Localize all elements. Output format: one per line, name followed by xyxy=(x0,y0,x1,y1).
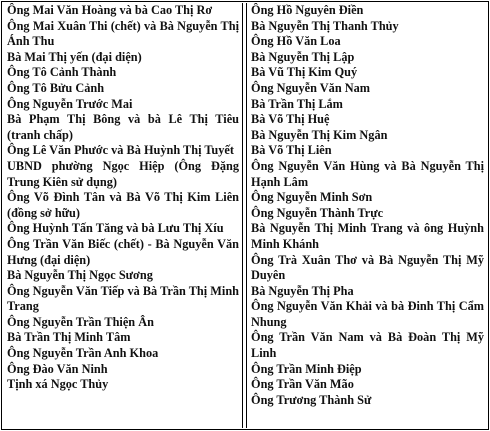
owner-entry: Ông Lê Văn Phước và Bà Huỳnh Thị Tuyết xyxy=(7,143,234,158)
owner-entry: Ông Mai Xuân Thi (chết) và Bà Nguyễn Thị Ánh Thu xyxy=(7,18,239,49)
owner-entry: Bà Mai Thị yến (đại diện) xyxy=(7,49,142,64)
owner-entry: Bà Trần Thị Minh Tâm xyxy=(7,330,131,345)
owner-entry: Ông Nguyễn Thành Trực xyxy=(251,205,384,220)
owner-entry: Ông Mai Văn Hoàng và bà Cao Thị Rơ xyxy=(7,3,213,17)
owner-entry: Bà Vũ Thị Kim Quý xyxy=(251,65,358,80)
owner-entry: Bà Võ Thị Liên xyxy=(251,143,332,158)
owner-entry: Ông Hồ Nguyên Điền xyxy=(251,3,364,17)
owner-entry: Bà Nguyễn Thị Minh Trang và ông Huỳnh Minh Khánh xyxy=(251,221,484,251)
owner-entry: Ông Nguyễn Văn Khải và bà Đinh Thị Cẩm Nhung xyxy=(251,299,484,329)
owner-entry: Ông Nguyễn Trước Mai xyxy=(7,96,133,111)
owner-entry: Ông Trần Văn Nam và Bà Đoàn Thị Mỹ Linh xyxy=(251,330,484,361)
owner-entry: Ông Nguyễn Minh Sơn xyxy=(251,190,373,205)
owner-entry: Bà Phạm Thị Bông và bà Lê Thị Tiêu (tranh chấp) xyxy=(7,112,239,142)
owner-entry: Ông Nguyễn Văn Nam xyxy=(251,80,371,95)
owner-entry: UBND phường Ngọc Hiệp (Ông Đặng Trung Kiên sử dụng) xyxy=(7,158,239,189)
owner-entry: Ông Hồ Văn Loa xyxy=(251,34,341,49)
owner-entry: Bà Nguyễn Thị Kim Ngân xyxy=(251,127,388,142)
owner-entry: Ông Nguyễn Văn Tiếp và Bà Trần Thị Minh Trang xyxy=(7,283,239,314)
owner-entry: Ông Đào Văn Ninh xyxy=(7,361,108,376)
right-column xyxy=(246,3,487,428)
owner-entry: Bà Nguyễn Thị Lập xyxy=(251,49,355,64)
owner-entry: Bà Nguyễn Thị Thanh Thủy xyxy=(251,18,399,33)
owner-entry: Ông Trần Minh Điệp xyxy=(251,361,362,376)
owner-entry: Ông Nguyễn Trần Thiện Ân xyxy=(7,314,154,329)
owner-entry: Bà Nguyễn Thị Ngọc Sương xyxy=(7,268,153,283)
owner-entry: Ông Tô Bửu Cảnh xyxy=(7,80,105,95)
owner-list-table xyxy=(1,1,489,430)
owner-entry: Ông Nguyễn Văn Hùng và Bà Nguyễn Thị Hạnh Lâm xyxy=(251,158,484,189)
owner-entry: Bà Nguyễn Thị Pha xyxy=(251,283,354,298)
owner-entry: Bà Võ Thị Huệ xyxy=(251,112,330,127)
owner-entry: Ông Võ Đình Tân và Bà Võ Thị Kim Liên (đồng sở hữu) xyxy=(7,190,239,220)
owner-entry: Ông Trần Văn Biếc (chết) - Bà Nguyễn Văn Hưng (đại diện) xyxy=(7,236,239,267)
left-column xyxy=(3,3,243,428)
owner-entry: Ông Huỳnh Tấn Tăng và bà Lưu Thị Xíu xyxy=(7,221,224,236)
owner-entry: Tịnh xá Ngọc Thủy xyxy=(7,377,109,392)
owner-entry: Bà Trần Thị Lắm xyxy=(251,96,343,111)
owner-entry: Ông Tô Cảnh Thành xyxy=(7,65,117,80)
owner-entry: Ông Trần Văn Mão xyxy=(251,377,354,392)
owner-entry: Ông Nguyễn Trần Anh Khoa xyxy=(7,346,159,361)
owner-entry: Ông Trương Thành Sử xyxy=(251,392,372,407)
owner-entry: Ông Trà Xuân Thơ và Bà Nguyễn Thị Mỹ Duyên xyxy=(251,252,484,283)
